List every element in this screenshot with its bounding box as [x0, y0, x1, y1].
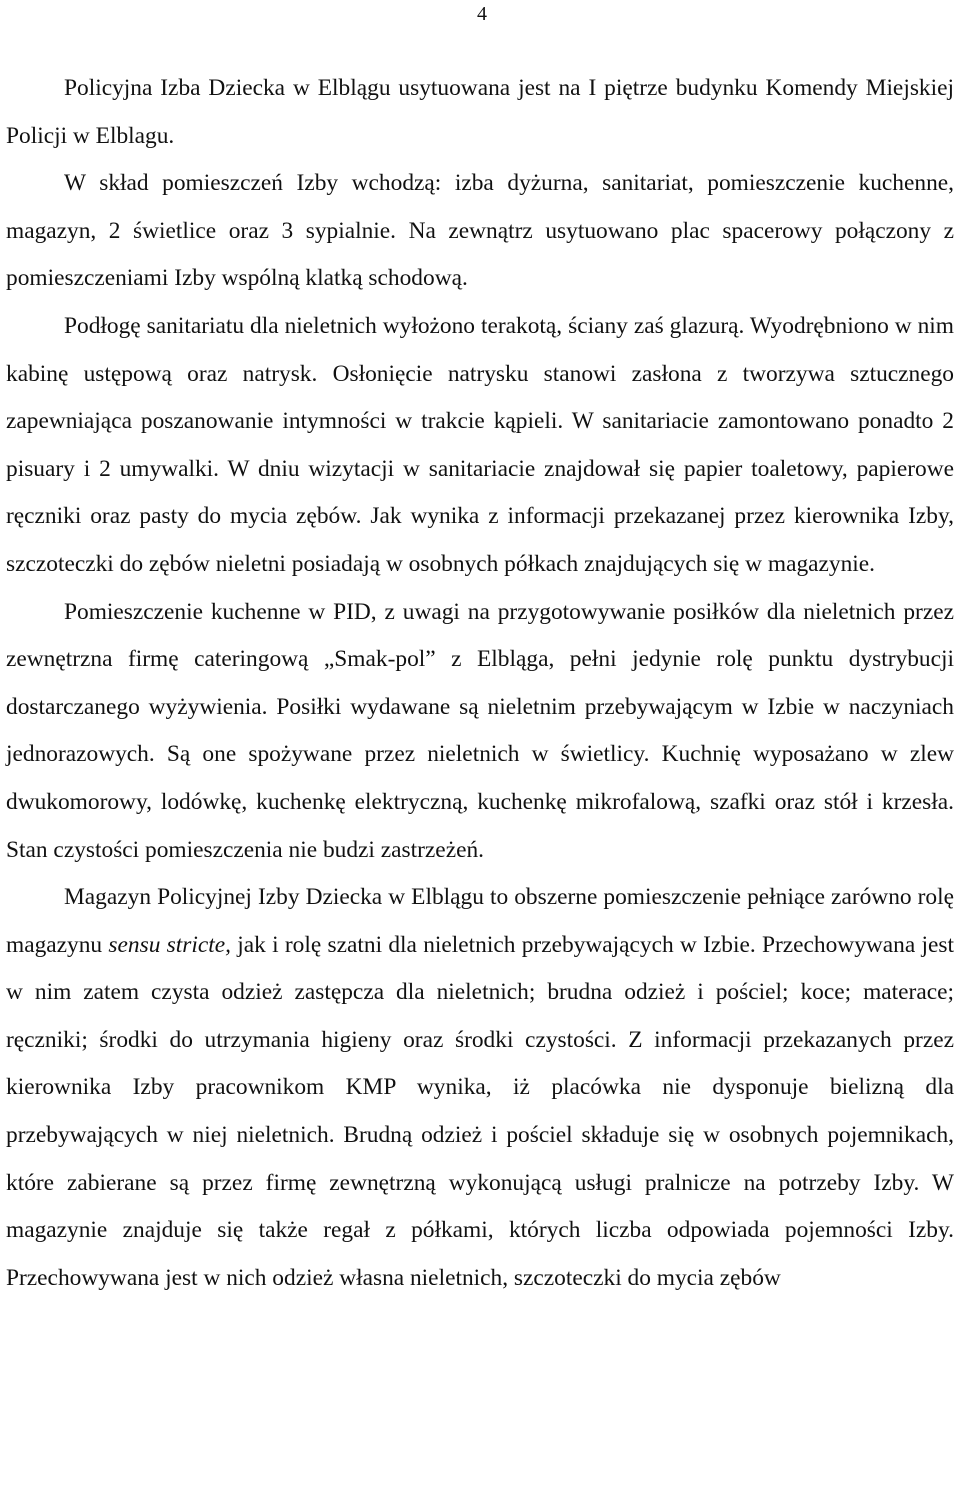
- paragraph-storage-end: jak i rolę szatni dla nieletnich przebywających w Izbie. Przechowywana jest w nim zatem czysta odzież zastępcza dla nieletnich; brudna odzież i pościel; koce; materace; ręczniki; środki do utrzymania higieny oraz środki czystości. Z informacji przekazanych przez kierownika Izby pracownikom KMP wynika, iż placówka nie dysponuje bielizną dla przebywających w niej nieletnich. Brudną odzież i pościel składuje się w osobnych pojemnikach, które zabierane są przez firmę zewnętrzną wykonującą usługi pralnicze na potrzeby Izby. W magazynie znajduje się także regał z półkami, których liczba odpowiada pojemności Izby. Przechowywana jest w nich odzież własna nieletnich, szczoteczki do mycia zębów: [6, 931, 955, 1291]
- page-number: 4: [477, 3, 487, 25]
- paragraph-storage-start: Magazyn Policyjnej Izby Dziecka w Elblągu to obszerne pomieszczenie pełniące zarówno rolę magazynu: [6, 884, 954, 958]
- paragraph-storage: [6, 874, 954, 1302]
- paragraph-rooms: W skład pomieszczeń Izby wchodzą: izba dyżurna, sanitariat, pomieszczenie kuchenne, magazyn, 2 świetlice oraz 3 sypialnie. Na zewnątrz usytuowano plac spacerowy połączony z pomieszczeniami Izby wspólną klatką schodową.: [6, 170, 954, 292]
- paragraph-location: Policyjna Izba Dziecka w Elblągu usytuowana jest na I piętrze budynku Komendy Miejskiej Policji w Elblagu.: [6, 75, 954, 149]
- paragraph-kitchen: Pomieszczenie kuchenne w PID, z uwagi na przygotowywanie posiłków dla nieletnich przez zewnętrzna firmę cateringową „Smak-pol” z Elbląga, pełni jedynie rolę punktu dystrybucji dostarczanego wyżywienia. Posiłki wydawane są nieletnim przebywającym w Izbie w naczyniach jednorazowych. Są one spożywane przez nieletnich w świetlicy. Kuchnię wyposażano w zlew dwukomorowy, lodówkę, kuchenkę elektryczną, kuchenkę mikrofalową, szafki oraz stół i krzesła. Stan czystości pomieszczenia nie budzi zastrzeżeń.: [6, 598, 954, 863]
- paragraph-sanitary: Podłogę sanitariatu dla nieletnich wyłożono terakotą, ściany zaś glazurą. Wyodrębniono w nim kabinę ustępową oraz natrysk. Osłonięcie natrysku stanowi zasłona z tworzywa sztucznego zapewniająca poszanowanie intymności w trakcie kąpieli. W sanitariacie zamontowano ponadto 2 pisuary i 2 umywalki. W dniu wizytacji w sanitariacie znajdował się papier toaletowy, papierowe ręczniki oraz pasty do mycia zębów. Jak wynika z informacji przekazanej przez kierownika Izby, szczoteczki do zębów nieletni posiadają w osobnych półkach znajdujących się w magazynie.: [6, 312, 954, 577]
- paragraph-storage-italic: sensu stricte,: [108, 931, 231, 958]
- document-body: [6, 65, 954, 1302]
